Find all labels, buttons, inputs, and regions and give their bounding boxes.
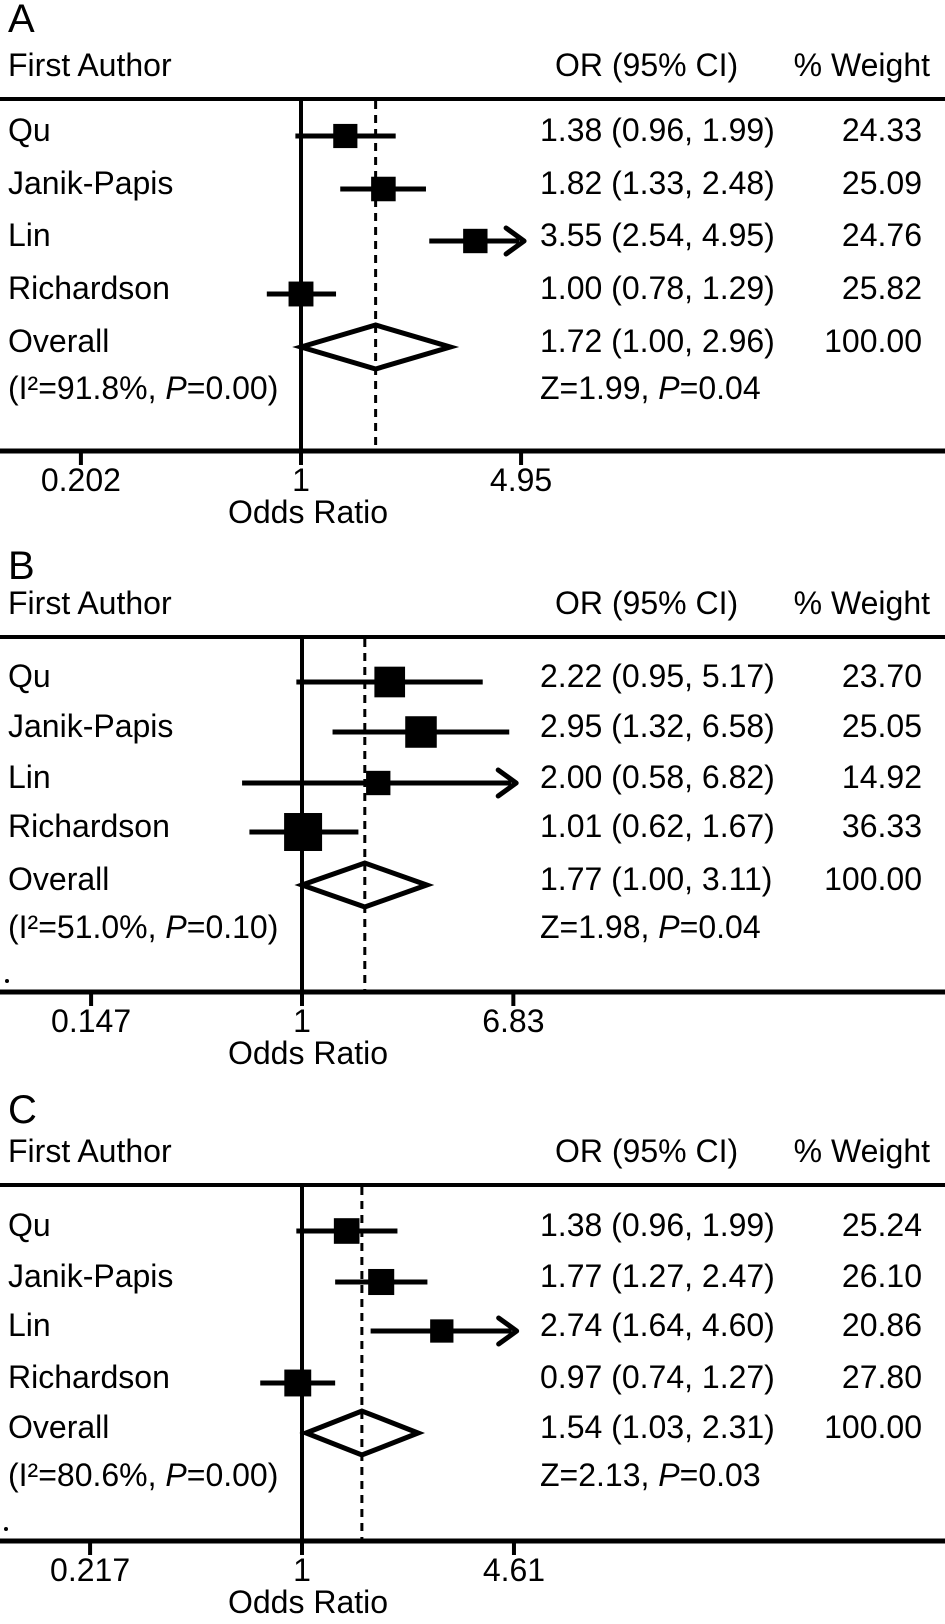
study-author-label: Qu xyxy=(8,658,51,694)
effect-square xyxy=(430,1319,453,1342)
study-or-ci-value: 1.82 (1.33, 2.48) xyxy=(540,165,775,201)
overall-label: Overall xyxy=(8,1409,110,1445)
effect-square xyxy=(284,1370,311,1397)
heterogeneity-stat: (I²=80.6%, P=0.00) xyxy=(8,1457,279,1493)
study-author-label: Qu xyxy=(8,1207,51,1243)
study-weight-value: 23.70 xyxy=(841,658,922,694)
study-or-ci-value: 2.22 (0.95, 5.17) xyxy=(540,658,775,694)
column-header-or-ci: OR (95% CI) xyxy=(555,47,739,83)
study-author-label: Lin xyxy=(8,217,51,253)
effect-square xyxy=(405,716,437,748)
study-weight-value: 27.80 xyxy=(841,1359,922,1395)
z-test-stat: Z=1.98, P=0.04 xyxy=(540,909,761,945)
study-or-ci-value: 1.77 (1.27, 2.47) xyxy=(540,1258,775,1294)
panel-letter: A xyxy=(8,0,35,41)
z-test-stat: Z=1.99, P=0.04 xyxy=(540,370,761,406)
effect-square xyxy=(366,771,390,795)
study-or-ci-value: 2.74 (1.64, 4.60) xyxy=(540,1307,775,1343)
study-or-ci-value: 1.38 (0.96, 1.99) xyxy=(540,1207,775,1243)
study-or-ci-value: 3.55 (2.54, 4.95) xyxy=(540,217,775,253)
overall-label: Overall xyxy=(8,861,110,897)
stray-dot xyxy=(5,979,9,983)
axis-tick-label: 4.95 xyxy=(489,462,553,498)
axis-tick-label: 0.147 xyxy=(51,1003,132,1039)
heterogeneity-stat: (I²=91.8%, P=0.00) xyxy=(8,370,279,406)
axis-tick-label: 1 xyxy=(293,1552,311,1588)
study-author-label: Janik-Papis xyxy=(8,165,174,201)
study-author-label: Janik-Papis xyxy=(8,1258,174,1294)
column-header-first-author: First Author xyxy=(8,47,172,83)
axis-tick-label: 1 xyxy=(292,462,310,498)
study-author-label: Richardson xyxy=(8,808,170,844)
effect-square xyxy=(334,1218,360,1244)
overall-or-ci-value: 1.72 (1.00, 2.96) xyxy=(540,323,775,359)
column-header-or-ci: OR (95% CI) xyxy=(555,585,739,621)
study-or-ci-value: 2.00 (0.58, 6.82) xyxy=(540,759,775,795)
study-or-ci-value: 1.01 (0.62, 1.67) xyxy=(540,808,775,844)
effect-square xyxy=(333,124,357,148)
x-axis-title: Odds Ratio xyxy=(227,494,389,530)
panel-letter: B xyxy=(8,544,35,588)
study-or-ci-value: 1.38 (0.96, 1.99) xyxy=(540,112,775,148)
study-or-ci-value: 0.97 (0.74, 1.27) xyxy=(540,1359,775,1395)
study-author-label: Lin xyxy=(8,1307,51,1343)
x-axis-title: Odds Ratio xyxy=(227,1035,389,1071)
overall-label: Overall xyxy=(8,323,110,359)
study-author-label: Janik-Papis xyxy=(8,708,174,744)
column-header-or-ci: OR (95% CI) xyxy=(555,1133,739,1169)
axis-tick-label: 0.217 xyxy=(50,1552,131,1588)
z-test-stat: Z=2.13, P=0.03 xyxy=(540,1457,761,1493)
heterogeneity-stat: (I²=51.0%, P=0.10) xyxy=(8,909,279,945)
effect-square xyxy=(284,813,322,851)
study-weight-value: 26.10 xyxy=(841,1258,922,1294)
study-or-ci-value: 2.95 (1.32, 6.58) xyxy=(540,708,775,744)
column-header-weight: % Weight xyxy=(793,1133,930,1169)
overall-weight-value: 100.00 xyxy=(824,1409,922,1445)
study-or-ci-value: 1.00 (0.78, 1.29) xyxy=(540,270,775,306)
column-header-weight: % Weight xyxy=(793,47,930,83)
overall-weight-value: 100.00 xyxy=(824,861,922,897)
study-weight-value: 36.33 xyxy=(841,808,922,844)
study-author-label: Richardson xyxy=(8,1359,170,1395)
effect-square xyxy=(371,177,396,202)
study-author-label: Lin xyxy=(8,759,51,795)
x-axis-title: Odds Ratio xyxy=(227,1584,389,1620)
study-weight-value: 25.05 xyxy=(841,708,922,744)
stray-dot xyxy=(4,1527,8,1531)
panel-letter: C xyxy=(8,1088,37,1132)
study-weight-value: 24.33 xyxy=(841,112,922,148)
effect-square xyxy=(368,1269,394,1295)
column-header-first-author: First Author xyxy=(8,1133,172,1169)
study-author-label: Qu xyxy=(8,112,51,148)
axis-tick-label: 0.202 xyxy=(40,462,121,498)
effect-square xyxy=(289,282,314,307)
effect-square xyxy=(374,667,405,698)
study-weight-value: 20.86 xyxy=(841,1307,922,1343)
column-header-first-author: First Author xyxy=(8,585,172,621)
study-weight-value: 25.82 xyxy=(841,270,922,306)
axis-tick-label: 4.61 xyxy=(482,1552,546,1588)
study-weight-value: 24.76 xyxy=(841,217,922,253)
study-author-label: Richardson xyxy=(8,270,170,306)
effect-square xyxy=(463,229,487,253)
study-weight-value: 25.24 xyxy=(841,1207,922,1243)
study-weight-value: 25.09 xyxy=(841,165,922,201)
axis-tick-label: 1 xyxy=(293,1003,311,1039)
overall-or-ci-value: 1.54 (1.03, 2.31) xyxy=(540,1409,775,1445)
column-header-weight: % Weight xyxy=(793,585,930,621)
axis-tick-label: 6.83 xyxy=(482,1003,545,1039)
study-weight-value: 14.92 xyxy=(841,759,922,795)
overall-weight-value: 100.00 xyxy=(824,323,922,359)
overall-or-ci-value: 1.77 (1.00, 3.11) xyxy=(540,861,773,897)
